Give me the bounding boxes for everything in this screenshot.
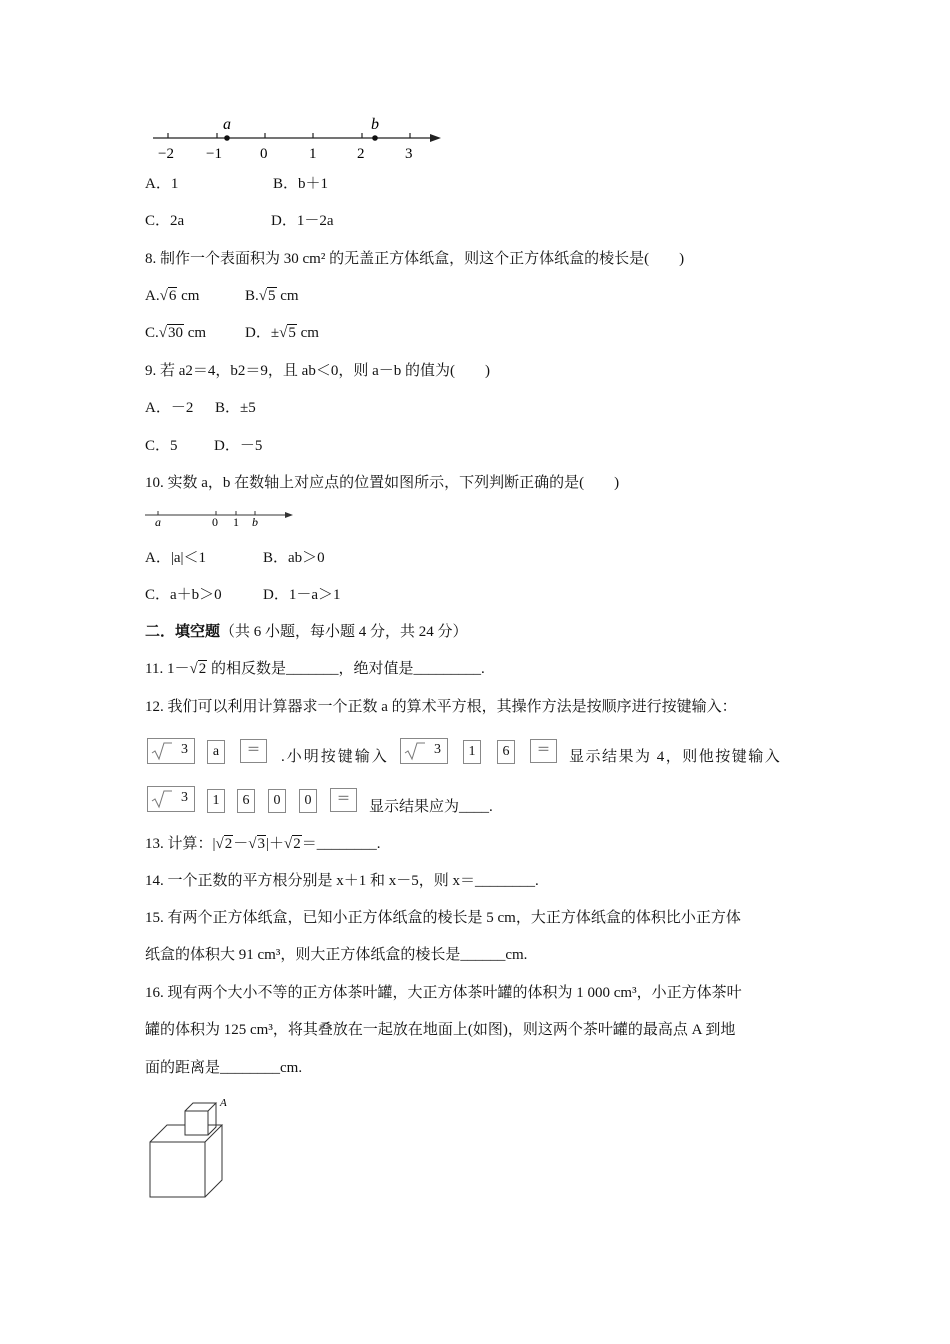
number-line-q10 [143, 506, 298, 528]
q8-options-row2 [145, 323, 319, 343]
q8-stem: 8. 制作一个表面积为 30 cm² 的无盖正方体纸盒，则这个正方体纸盒的棱长是( ) [145, 251, 685, 267]
sqrt-key: 3 [147, 786, 195, 812]
q8-option-c: C.√30 cm [145, 325, 207, 341]
q12-mid1: .小明按键输入 [281, 749, 389, 765]
q8-option-d: D．±√5 cm [245, 325, 319, 341]
q16-line2: 罐的体积为 125 cm³，将其叠放在一起放在地面上(如图)，则这两个茶叶罐的最高点 A 到地 [145, 1022, 736, 1038]
q7-option-c: C．2a [145, 213, 185, 229]
q9-option-d: D．－5 [214, 438, 263, 454]
label-b: b [252, 515, 258, 528]
q13-text: 13. 计算：|√2－√3|＋√2＝________. [145, 836, 381, 852]
q10-option-d: D．1－a＞1 [263, 587, 341, 603]
q10-stem: 10. 实数 a，b 在数轴上对应点的位置如图所示，下列判断正确的是( ) [145, 475, 620, 491]
q15-line1: 15. 有两个正方体纸盒，已知小正方体纸盒的棱长是 5 cm，大正方体纸盒的体积比小正方体 [145, 910, 741, 926]
q9-option-a: A．－2 [145, 400, 194, 416]
q15-line2: 纸盒的体积大 91 cm³，则大正方体纸盒的棱长是______cm. [145, 947, 528, 963]
q10-options-row2 [145, 585, 341, 605]
key-equals: ＝ [530, 739, 557, 763]
tick-label: 2 [357, 146, 365, 162]
q16-line3: 面的距离是________cm. [145, 1060, 303, 1076]
number-line-q7 [145, 112, 455, 164]
q16-line1: 16. 现有两个大小不等的正方体茶叶罐，大正方体茶叶罐的体积为 1 000 cm³，小正方体茶叶 [145, 985, 742, 1001]
tick-label: 0 [260, 146, 268, 162]
tick-label: −1 [206, 146, 222, 162]
q8-options-row1 [145, 286, 299, 306]
key-a: a [207, 740, 225, 764]
stacked-cubes-figure [145, 1092, 245, 1204]
section-title: 二．填空题 [145, 624, 221, 640]
q7-options-row2 [145, 211, 334, 231]
tick-label: 3 [405, 146, 413, 162]
key-equals: ＝ [330, 788, 357, 812]
tick-0: 0 [212, 515, 218, 528]
q10-options-row1 [145, 548, 325, 568]
q9-option-b: B．±5 [215, 400, 256, 416]
q10-option-a: A．|a|＜1 [145, 550, 206, 566]
key-1: 1 [207, 789, 225, 813]
q9-options-row2 [145, 436, 262, 456]
q9-option-c: C．5 [145, 438, 178, 454]
q9-options-row1 [145, 398, 256, 418]
section-note: （共 6 小题，每小题 4 分，共 24 分） [220, 624, 468, 640]
tick-label: 1 [309, 146, 317, 162]
q12-mid2: 显示结果为 4，则他按键输入 [569, 749, 782, 765]
q12-line1: 12. 我们可以利用计算器求一个正数 a 的算术平方根，其操作方法是按顺序进行按键输入： [145, 699, 737, 715]
q8-option-a: A.√6 cm [145, 288, 200, 304]
q9-stem: 9. 若 a2＝4，b2＝9，且 ab＜0，则 a－b 的值为( ) [145, 363, 490, 379]
q7-option-a: A．1 [145, 176, 179, 192]
point-b [372, 135, 378, 141]
q10-option-b: B．ab＞0 [263, 550, 325, 566]
key-equals: ＝ [240, 739, 267, 763]
key-0: 0 [299, 789, 317, 813]
tick-1: 1 [233, 515, 239, 528]
point-a-label: A [220, 1097, 227, 1109]
sqrt-key: 3 [400, 738, 448, 764]
label-b: b [371, 116, 379, 133]
q7-options-row1 [145, 174, 328, 194]
label-a: a [155, 515, 161, 528]
q12-end: 显示结果应为____. [369, 799, 493, 815]
q8-option-b: B.√5 cm [245, 288, 299, 304]
key-1: 1 [463, 740, 481, 764]
q11-text: 11. 1－√2 的相反数是_______，绝对值是_________. [145, 661, 485, 677]
label-a: a [223, 116, 231, 133]
q7-option-b: B．b＋1 [273, 176, 329, 192]
key-6: 6 [237, 789, 255, 813]
key-6: 6 [497, 740, 515, 764]
point-a [224, 135, 230, 141]
section-heading [145, 622, 468, 642]
q14-text: 14. 一个正数的平方根分别是 x＋1 和 x－5，则 x＝________. [145, 873, 539, 889]
sqrt-key: 3 [147, 738, 195, 764]
q7-option-d: D．1－2a [271, 213, 334, 229]
q10-option-c: C．a＋b＞0 [145, 587, 222, 603]
tick-label: −2 [158, 146, 174, 162]
key-0: 0 [268, 789, 286, 813]
